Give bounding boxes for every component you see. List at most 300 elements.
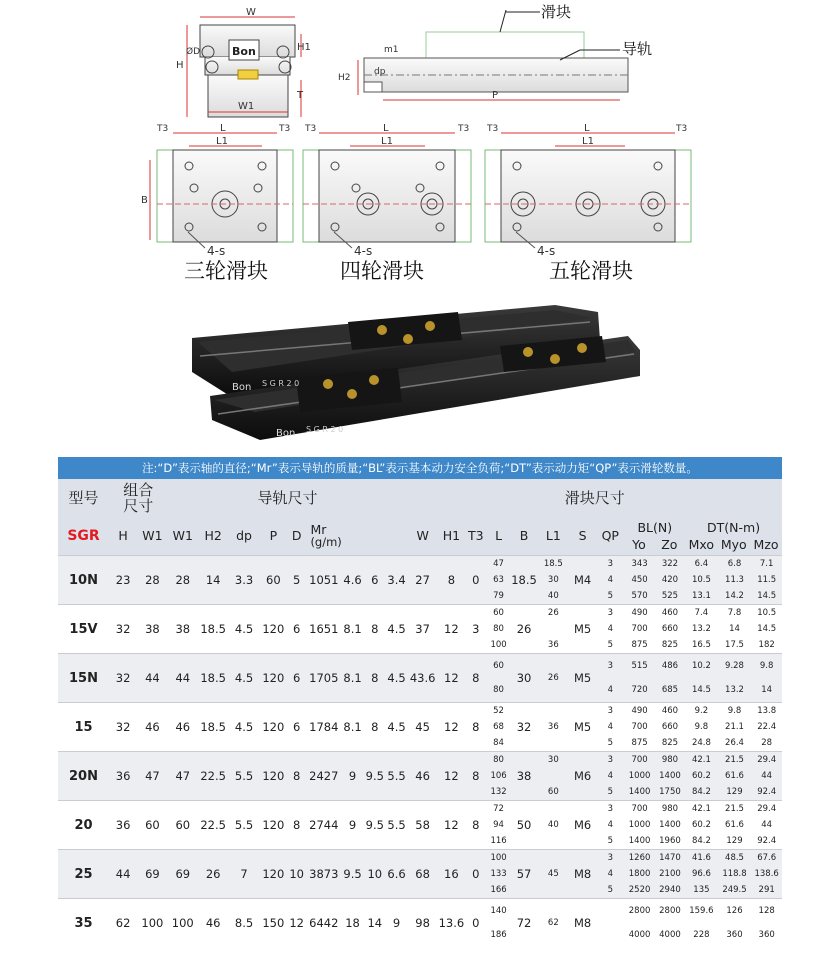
cell-line: 5 xyxy=(607,738,613,748)
cell-line: 21.1 xyxy=(725,722,744,732)
cell-line: 36 xyxy=(547,722,559,732)
cell-model: 35 xyxy=(58,899,109,948)
cell-yo xyxy=(624,605,654,654)
dim-holes-3: 4-s xyxy=(537,244,556,258)
cell-line: 14.2 xyxy=(725,591,744,601)
dim-t: T xyxy=(297,90,304,101)
cell-h2: 22.5 xyxy=(198,752,228,801)
cell-line: 700 xyxy=(631,804,648,814)
cell-w1b: 38 xyxy=(168,605,198,654)
cell-line: 60 xyxy=(547,787,559,797)
cell-line: 3 xyxy=(607,804,613,814)
cell-mxo xyxy=(685,850,718,899)
cell-mr: 1651 xyxy=(306,605,341,654)
cell-w1b: 69 xyxy=(168,850,198,899)
spec-table-body xyxy=(58,556,782,948)
dim-l1-1: L1 xyxy=(216,136,228,147)
col-qp: QP xyxy=(596,516,624,556)
cell-model: 15N xyxy=(58,654,109,703)
product-photo xyxy=(192,305,640,440)
cell-line: 129 xyxy=(726,787,743,797)
cell-model: 15V xyxy=(58,605,109,654)
cell-line: 84 xyxy=(493,738,504,748)
cell-line: 570 xyxy=(631,591,648,601)
cell-t3: 3 xyxy=(465,605,487,654)
cell-d: 8 xyxy=(287,801,307,850)
table-row xyxy=(58,556,782,605)
cell-b: 57 xyxy=(510,850,537,899)
cell-line: 980 xyxy=(661,804,679,814)
cell-line: 14.5 xyxy=(691,685,711,695)
cell-p: 120 xyxy=(260,654,287,703)
technical-drawings xyxy=(0,0,827,452)
header-model: 型号 xyxy=(58,479,109,516)
cell-myo xyxy=(718,850,752,899)
cell-yo xyxy=(624,801,654,850)
cell-line: 7.1 xyxy=(759,559,774,569)
cell-line: 21.5 xyxy=(725,755,744,765)
cell-line: 80 xyxy=(493,685,504,695)
cell-line: 4000 xyxy=(628,930,651,941)
cell-l xyxy=(487,801,511,850)
cell-line: 14.5 xyxy=(757,624,777,634)
cell-t3: 0 xyxy=(465,850,487,899)
cell-myo xyxy=(718,899,752,948)
cell-p: 60 xyxy=(260,556,287,605)
cell-h: 23 xyxy=(109,556,137,605)
cell-p: 120 xyxy=(260,752,287,801)
three-wheel-block-drawing xyxy=(150,133,293,248)
caption-five-wheel: 五轮滑块 xyxy=(549,259,633,283)
cell-line: 9.2 xyxy=(694,706,709,716)
cell-b: 30 xyxy=(510,654,537,703)
cell-zo xyxy=(655,605,685,654)
cell-line: 490 xyxy=(631,608,648,618)
cell-line: 126 xyxy=(726,906,743,917)
cell-x2: 8 xyxy=(364,605,386,654)
cell-line: 26 xyxy=(547,608,559,618)
cell-line: 460 xyxy=(661,706,679,716)
cell-d: 12 xyxy=(287,899,307,948)
cell-line: 13.8 xyxy=(757,706,777,716)
cell-w1b: 28 xyxy=(168,556,198,605)
cell-s: M8 xyxy=(569,899,596,948)
cell-l1 xyxy=(538,556,569,605)
cell-l xyxy=(487,752,511,801)
cell-line: 14 xyxy=(729,624,740,634)
cell-line: 17.5 xyxy=(725,640,744,650)
col-mr xyxy=(306,516,364,556)
cell-yo xyxy=(624,899,654,948)
cell-line: 3 xyxy=(607,559,613,569)
cell-line: 4 xyxy=(607,869,613,879)
cell-line: 186 xyxy=(490,930,507,941)
cell-w: 58 xyxy=(407,801,437,850)
col-bl-label: BL(N) xyxy=(637,519,673,535)
cell-dp: 3.3 xyxy=(228,556,259,605)
cell-dp: 5.5 xyxy=(228,752,259,801)
cell-yo xyxy=(624,752,654,801)
cell-line: 720 xyxy=(631,685,648,695)
cell-myo xyxy=(718,801,752,850)
dim-t3-right-3: T3 xyxy=(676,124,688,134)
col-zo: Zo xyxy=(661,536,678,552)
cell-line: 2520 xyxy=(628,885,651,895)
product-label-lower: S G R 2 0 xyxy=(306,425,344,434)
cell-mr: 6442 xyxy=(306,899,341,948)
cell-line: 138.6 xyxy=(754,869,779,879)
cell-line: 9.8 xyxy=(694,722,709,732)
cell-d: 10 xyxy=(287,850,307,899)
cell-b: 18.5 xyxy=(510,556,537,605)
spec-table-section xyxy=(58,457,782,948)
cell-mr: 2427 xyxy=(306,752,341,801)
cell-l xyxy=(487,899,511,948)
dim-h2: H2 xyxy=(338,73,351,83)
cell-line: 1400 xyxy=(659,771,681,781)
cell-line: 4 xyxy=(607,575,613,585)
cell-zo xyxy=(655,752,685,801)
cell-line: 80 xyxy=(493,624,504,634)
cell-x2: 9.5 xyxy=(364,752,386,801)
cell-w: 27 xyxy=(407,556,437,605)
cell-mzo xyxy=(751,654,782,703)
cell-line: 61.6 xyxy=(725,820,744,830)
col-dt xyxy=(685,516,782,556)
cell-line: 100 xyxy=(490,640,507,650)
dim-m1: m1 xyxy=(384,45,399,55)
cell-line: 1000 xyxy=(628,820,651,830)
cell-line: 875 xyxy=(631,738,648,748)
cell-mr: 1705 xyxy=(306,654,341,703)
col-blank-1 xyxy=(364,516,386,556)
cell-line: 6.8 xyxy=(727,559,742,569)
cell-line: 1400 xyxy=(628,787,651,797)
cell-line: 249.5 xyxy=(722,885,747,895)
cell-w: 46 xyxy=(407,752,437,801)
col-mr-label: Mr xyxy=(310,521,327,537)
cell-line: 525 xyxy=(661,591,679,601)
cell-t3: 8 xyxy=(465,801,487,850)
cell-line: 100 xyxy=(490,853,507,863)
cell-line: 48.5 xyxy=(725,853,744,863)
cell-l1 xyxy=(538,752,569,801)
col-t3: T3 xyxy=(465,516,487,556)
cell-l xyxy=(487,654,511,703)
cell-l xyxy=(487,850,511,899)
cell-line: 490 xyxy=(631,706,648,716)
cell-s: M6 xyxy=(569,801,596,850)
cell-line: 660 xyxy=(661,722,679,732)
dim-l1-2: L1 xyxy=(381,136,393,147)
cell-mxo xyxy=(685,605,718,654)
cell-line: 84.2 xyxy=(691,836,711,846)
cell-model: 20 xyxy=(58,801,109,850)
cell-line: 5 xyxy=(607,836,613,846)
cell-p: 120 xyxy=(260,703,287,752)
cell-line: 96.6 xyxy=(691,869,711,879)
front-brand-logo: Bon xyxy=(232,45,256,58)
cell-h1: 12 xyxy=(438,801,465,850)
cell-qp xyxy=(596,556,624,605)
cell-line: 6.4 xyxy=(694,559,709,569)
dim-b-1: B xyxy=(141,195,148,206)
header-sgr: SGR xyxy=(58,516,109,556)
cell-line: 36 xyxy=(547,640,559,650)
cell-line: 3 xyxy=(607,608,613,618)
cell-zo xyxy=(655,801,685,850)
cell-line: 84.2 xyxy=(691,787,711,797)
cell-qp xyxy=(596,801,624,850)
cell-line: 486 xyxy=(661,661,679,671)
cell-line: 133 xyxy=(490,869,507,879)
cell-h: 32 xyxy=(109,605,137,654)
cell-x3: 3.4 xyxy=(386,556,408,605)
cell-line: 67.6 xyxy=(757,853,777,863)
cell-s: M5 xyxy=(569,654,596,703)
cell-line: 24.8 xyxy=(691,738,711,748)
cell-line: 60.2 xyxy=(691,820,711,830)
cell-line: 61.6 xyxy=(725,771,744,781)
cell-x2: 9.5 xyxy=(364,801,386,850)
cell-line: 63 xyxy=(493,575,504,585)
cell-x2: 8 xyxy=(364,654,386,703)
cell-h: 32 xyxy=(109,654,137,703)
cell-line: 10.2 xyxy=(691,661,711,671)
cell-h2: 14 xyxy=(198,556,228,605)
cell-qp xyxy=(596,605,624,654)
cell-line: 9.8 xyxy=(759,661,774,671)
cell-line: 182 xyxy=(758,640,775,650)
cell-mxo xyxy=(685,703,718,752)
cell-x1: 4.6 xyxy=(341,556,364,605)
cell-line: 322 xyxy=(661,559,679,569)
cell-line: 515 xyxy=(631,661,648,671)
cell-t3: 0 xyxy=(465,556,487,605)
cell-line: 30 xyxy=(547,755,559,765)
cell-line: 420 xyxy=(661,575,679,585)
dim-d: ØD xyxy=(186,47,201,57)
cell-line: 685 xyxy=(661,685,679,695)
cell-line: 1400 xyxy=(659,820,681,830)
cell-h: 36 xyxy=(109,752,137,801)
four-wheel-block-drawing xyxy=(303,133,471,248)
cell-line: 13.2 xyxy=(725,685,744,695)
table-row xyxy=(58,703,782,752)
cell-mr: 3873 xyxy=(306,850,341,899)
dim-l-1: L xyxy=(220,123,226,134)
cell-dp: 7 xyxy=(228,850,259,899)
dim-holes-2: 4-s xyxy=(354,244,373,258)
cell-line: 16.5 xyxy=(691,640,711,650)
cell-line: 4 xyxy=(607,685,613,695)
cell-mzo xyxy=(751,752,782,801)
cell-line: 980 xyxy=(661,755,679,765)
cell-x3: 9 xyxy=(386,899,408,948)
cell-w1b: 47 xyxy=(168,752,198,801)
cell-model: 10N xyxy=(58,556,109,605)
cell-h1: 8 xyxy=(438,556,465,605)
cell-h2: 18.5 xyxy=(198,703,228,752)
cell-myo xyxy=(718,703,752,752)
cell-t3: 8 xyxy=(465,654,487,703)
cell-line: 159.6 xyxy=(689,906,714,917)
cell-s: M5 xyxy=(569,605,596,654)
cell-w: 45 xyxy=(407,703,437,752)
cell-h2: 26 xyxy=(198,850,228,899)
cell-line: 18.5 xyxy=(543,559,563,569)
cell-myo xyxy=(718,752,752,801)
callout-rail: 导轨 xyxy=(622,40,653,58)
cell-line: 3 xyxy=(607,755,613,765)
cell-h: 62 xyxy=(109,899,137,948)
cell-line: 3 xyxy=(607,853,613,863)
cell-line: 1960 xyxy=(659,836,681,846)
cell-zo xyxy=(655,556,685,605)
cell-mzo xyxy=(751,899,782,948)
header-slider-size: 滑块尺寸 xyxy=(407,479,782,516)
cell-line: 28 xyxy=(761,738,773,748)
cell-line xyxy=(596,899,624,923)
cell-w1b: 44 xyxy=(168,654,198,703)
cell-l xyxy=(487,556,511,605)
cell-yo xyxy=(624,850,654,899)
cell-t3: 8 xyxy=(465,752,487,801)
cell-line xyxy=(596,923,624,947)
cell-dp: 4.5 xyxy=(228,605,259,654)
cell-x1: 8.1 xyxy=(341,605,364,654)
dim-h: H xyxy=(176,60,184,71)
cell-b: 72 xyxy=(510,899,537,948)
cell-w1a: 47 xyxy=(137,752,167,801)
cell-model: 20N xyxy=(58,752,109,801)
cell-line: 41.6 xyxy=(691,853,711,863)
cell-line: 40 xyxy=(547,820,559,830)
cell-p: 120 xyxy=(260,850,287,899)
col-dp: dp xyxy=(228,516,259,556)
col-s: S xyxy=(569,516,596,556)
cell-h: 36 xyxy=(109,801,137,850)
cell-yo xyxy=(624,703,654,752)
cell-dp: 4.5 xyxy=(228,703,259,752)
cell-mzo xyxy=(751,850,782,899)
header-combined xyxy=(109,479,168,516)
cell-line: 129 xyxy=(726,836,743,846)
product-label-upper: S G R 2 0 xyxy=(262,379,300,388)
dim-t3-left-3: T3 xyxy=(487,124,499,134)
cell-h1: 12 xyxy=(438,703,465,752)
cell-l xyxy=(487,605,511,654)
cell-line: 360 xyxy=(758,930,775,941)
cell-line: 4 xyxy=(607,624,613,634)
col-dt-label: DT(N-m) xyxy=(707,519,761,535)
cell-w1b: 60 xyxy=(168,801,198,850)
cell-line xyxy=(538,768,569,784)
cell-model: 25 xyxy=(58,850,109,899)
cell-x3: 6.6 xyxy=(386,850,408,899)
caption-three-wheel: 三轮滑块 xyxy=(184,259,268,283)
cell-myo xyxy=(718,654,752,703)
cell-zo xyxy=(655,703,685,752)
col-p: P xyxy=(260,516,287,556)
cell-line: 29.4 xyxy=(757,755,777,765)
cell-x3: 4.5 xyxy=(386,605,408,654)
cell-dp: 4.5 xyxy=(228,654,259,703)
cell-line: 29.4 xyxy=(757,804,777,814)
cell-mxo xyxy=(685,801,718,850)
col-w1-combined: W1 xyxy=(137,516,167,556)
dim-l-2: L xyxy=(383,123,389,134)
cell-line: 2800 xyxy=(659,906,681,917)
cell-b: 38 xyxy=(510,752,537,801)
cell-l xyxy=(487,703,511,752)
table-row xyxy=(58,605,782,654)
cell-line: 21.5 xyxy=(725,804,744,814)
cell-line: 118.8 xyxy=(722,869,747,879)
cell-w: 68 xyxy=(407,850,437,899)
cell-line: 92.4 xyxy=(757,836,777,846)
dim-t3-left-2: T3 xyxy=(305,124,317,134)
cell-line: 2100 xyxy=(659,869,681,879)
cell-line: 3 xyxy=(607,661,613,671)
product-brand-upper: Bon xyxy=(232,382,252,393)
col-l1: L1 xyxy=(538,516,569,556)
cell-w1b: 100 xyxy=(168,899,198,948)
cell-line: 62 xyxy=(547,918,559,929)
cell-w1a: 28 xyxy=(137,556,167,605)
cell-h2: 22.5 xyxy=(198,801,228,850)
cell-line: 4000 xyxy=(659,930,681,941)
callout-slider: 滑块 xyxy=(541,3,572,21)
cell-x2: 6 xyxy=(364,556,386,605)
cell-line: 80 xyxy=(493,755,504,765)
cell-t3: 8 xyxy=(465,703,487,752)
cell-x3: 4.5 xyxy=(386,654,408,703)
cell-l1 xyxy=(538,703,569,752)
cell-qp xyxy=(596,703,624,752)
cell-l1 xyxy=(538,850,569,899)
cell-line: 5 xyxy=(607,787,613,797)
col-yo: Yo xyxy=(632,536,646,552)
cell-d: 8 xyxy=(287,752,307,801)
cell-h1: 12 xyxy=(438,752,465,801)
cell-dp: 5.5 xyxy=(228,801,259,850)
cell-line: 44 xyxy=(761,820,773,830)
cell-p: 150 xyxy=(260,899,287,948)
cell-line: 1470 xyxy=(659,853,681,863)
cell-l1 xyxy=(538,801,569,850)
col-h1: H1 xyxy=(438,516,465,556)
cell-line: 228 xyxy=(693,930,710,941)
header-combined-line2: 尺寸 xyxy=(123,496,154,515)
cell-s: M6 xyxy=(569,752,596,801)
cell-line: 116 xyxy=(490,836,507,846)
col-mr-unit: (g/m) xyxy=(310,534,342,549)
col-w1-rail: W1 xyxy=(168,516,198,556)
cell-line: 9.8 xyxy=(727,706,742,716)
cell-line: 2800 xyxy=(628,906,651,917)
cell-line: 5 xyxy=(607,885,613,895)
col-myo: Myo xyxy=(720,536,747,552)
cell-line: 1000 xyxy=(628,771,651,781)
dim-p: P xyxy=(492,90,499,101)
cell-mxo xyxy=(685,556,718,605)
cell-x1: 8.1 xyxy=(341,703,364,752)
cell-x1: 9.5 xyxy=(341,850,364,899)
cell-line: 460 xyxy=(661,608,679,618)
dim-holes-1: 4-s xyxy=(207,244,226,258)
table-row xyxy=(58,899,782,948)
